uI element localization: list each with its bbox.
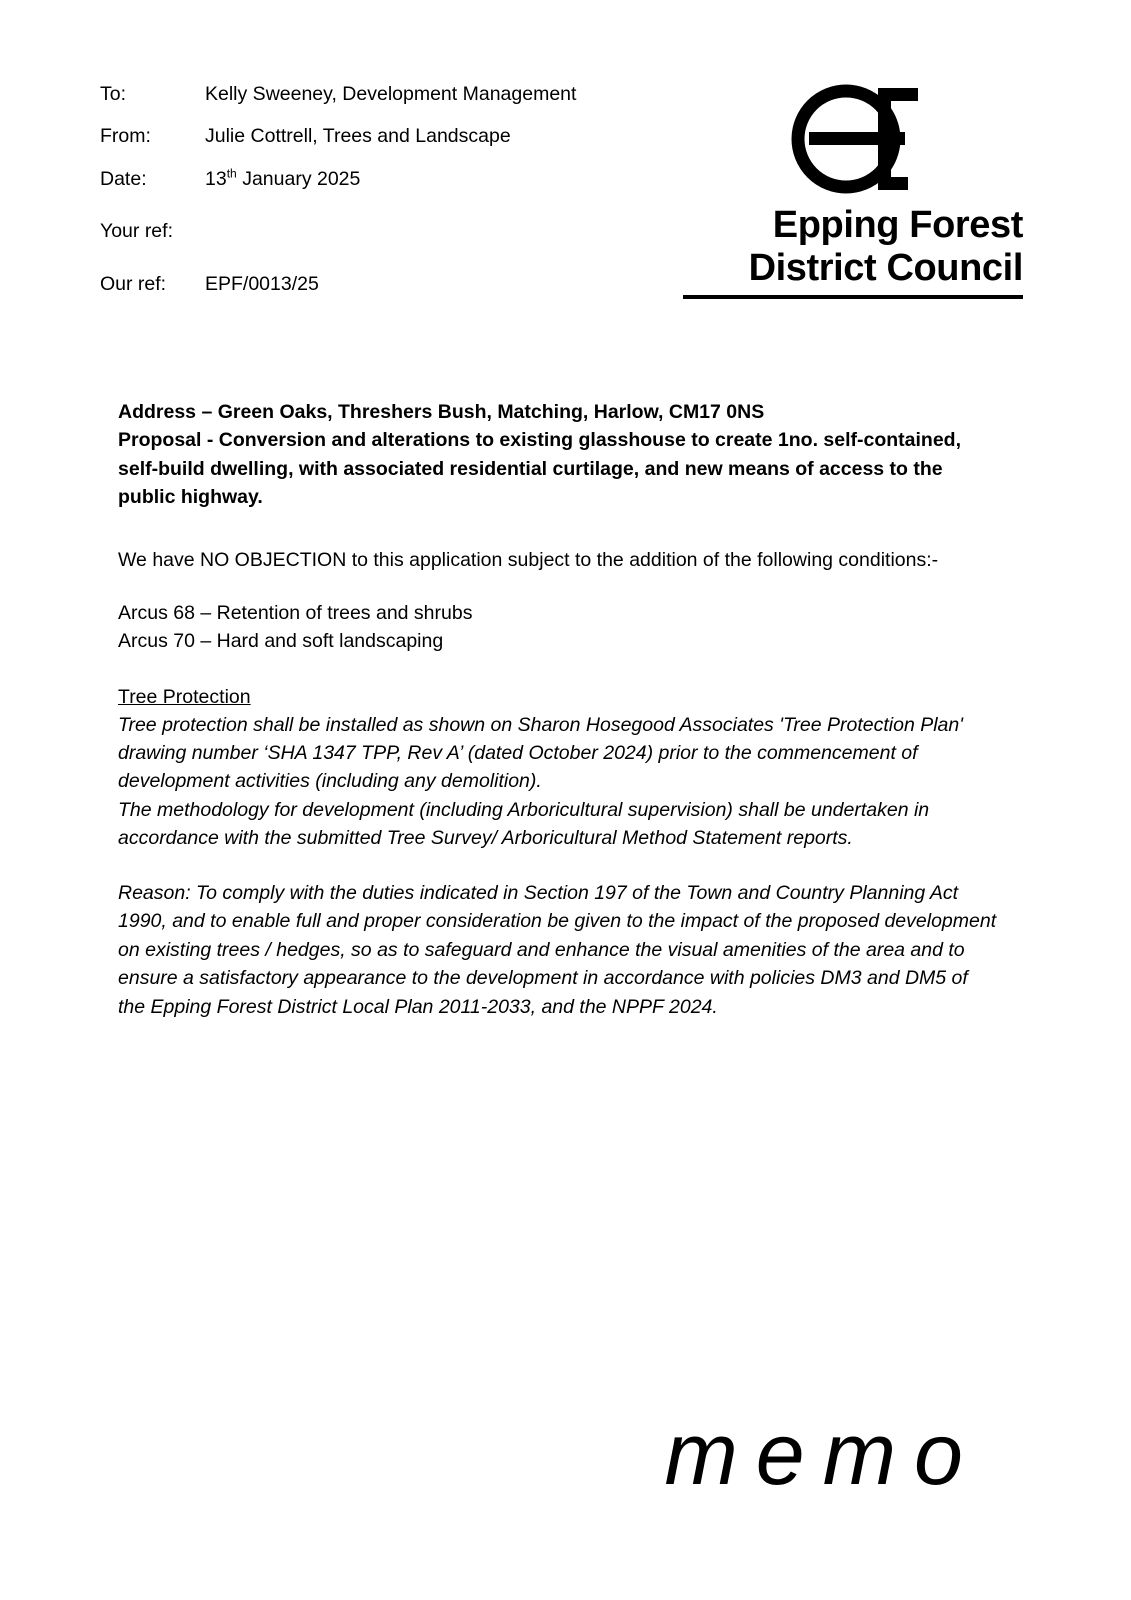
address-line: Address – Green Oaks, Threshers Bush, Matching, Harlow, CM17 0NS	[118, 401, 765, 423]
meta-value-our-ref: EPF/0013/25	[205, 272, 319, 295]
date-ordinal-suffix: th	[226, 166, 237, 181]
date-month-year: January 2025	[236, 167, 361, 190]
tree-protection-paragraph-1: Tree protection shall be installed as shown on Sharon Hosegood Associates 'Tree Protection Plan' drawing number ‘SHA 1347 TPP, Rev A’ (dated October 2024) prior to the commencement of development activities (including any demolition).	[118, 713, 963, 793]
efdc-monogram-icon	[783, 80, 923, 198]
council-logo-line1: Epping Forest	[772, 204, 1023, 246]
condition-item-1: Arcus 68 – Retention of trees and shrubs	[118, 602, 473, 625]
address-proposal-block	[118, 398, 998, 512]
memo-watermark: memo	[664, 1404, 981, 1503]
meta-label-our-ref: Our ref:	[100, 272, 167, 295]
council-logo-line2: District Council	[748, 246, 1023, 289]
meta-value-from: Julie Cottrell, Trees and Landscape	[205, 125, 511, 148]
proposal-line: Proposal - Conversion and alterations to existing glasshouse to create 1no. self-contained, self-build dwelling, with associated residential curtilage, and new means of access to the public highway.	[118, 429, 962, 509]
meta-value-date	[205, 167, 660, 191]
tree-protection-heading: Tree Protection	[118, 685, 251, 708]
objection-statement: We have NO OBJECTION to this application subject to the addition of the following conditions:-	[118, 548, 939, 571]
meta-row-date	[100, 167, 660, 191]
meta-label-to: To:	[100, 83, 127, 105]
condition-item-2: Arcus 70 – Hard and soft landscaping	[118, 629, 444, 652]
tree-protection-paragraph-2: The methodology for development (including Arboricultural supervision) shall be undertaken in accordance with the submitted Tree Survey/ Arboricultural Method Statement reports.	[118, 798, 930, 850]
meta-row-to	[100, 82, 660, 106]
meta-label-date: Date:	[100, 167, 147, 190]
meta-label-your-ref: Your ref:	[100, 220, 173, 243]
council-logo-text	[683, 204, 1023, 299]
reason-paragraph: Reason: To comply with the duties indicated in Section 197 of the Town and Country Planning Act 1990, and to enable full and proper consideration be given to the impact of the proposed development on existing trees / hedges, so as to safeguard and enhance the visual amenities of the area and to ensure a satisfactory appearance to the development in accordance with policies DM3 and DM5 of the Epping Forest District Local Plan 2011-2033, and the NPPF 2024.	[118, 881, 997, 1018]
meta-value-to: Kelly Sweeney, Development Management	[205, 83, 577, 105]
conditions-list	[118, 600, 998, 655]
council-logo	[683, 80, 1023, 299]
meta-row-from	[100, 124, 660, 148]
memo-header	[100, 82, 660, 314]
meta-row-our-ref	[100, 272, 660, 296]
date-day: 13	[205, 167, 227, 190]
meta-row-your-ref	[100, 219, 660, 243]
memo-body	[118, 398, 998, 1021]
meta-label-from: From:	[100, 125, 151, 148]
